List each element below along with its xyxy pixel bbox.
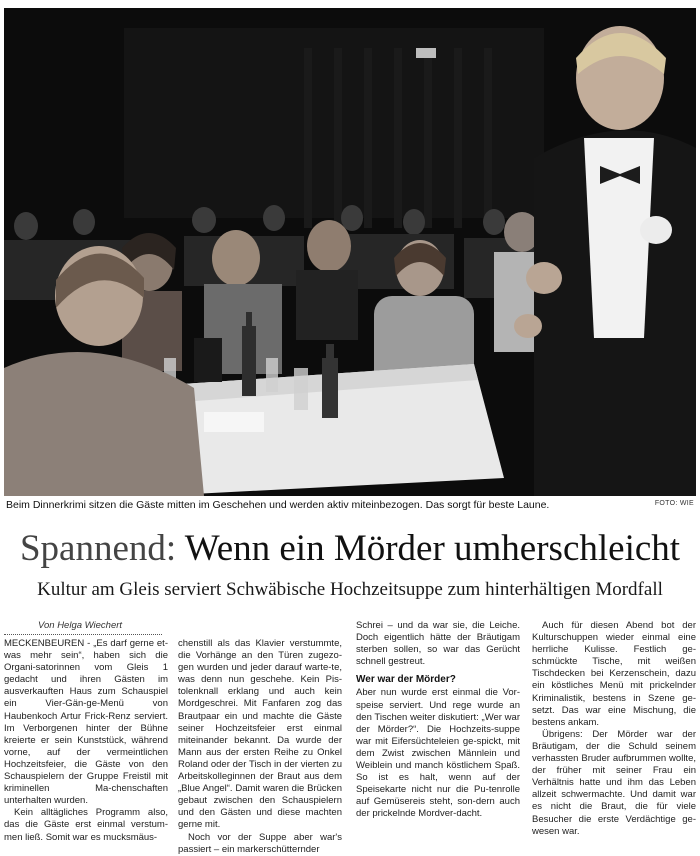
byline: Von Helga Wiechert	[38, 620, 123, 631]
article-column-1	[4, 638, 168, 844]
paragraph: Noch vor der Suppe aber war's passiert – ein markerschütternder	[178, 831, 342, 855]
paragraph: Aber nun wurde erst einmal die Vor-speise serviert. Und rege wurde an den Tischen weiter diskutiert: „Wer war der Mörder?“. Die Hochzeits-suppe war mit Eifersüchteleien ge-spickt, mit dem Zwist zwischen Männlein und Weiblein und manch köstlichem Spaß. So ist es halt, wenn auf der Speisekarte nicht nur die Pu-tenrolle auf Gemüsereis steht, son-dern auch der prickelnde Mordver-dacht.	[356, 687, 520, 820]
headline-title: Wenn ein Mörder umherschleicht	[184, 528, 681, 569]
photo-credit: FOTO: WIE	[654, 500, 694, 507]
headline	[0, 528, 700, 570]
section-heading: Wer war der Mörder?	[356, 674, 456, 686]
paragraph: Übrigens: Der Mörder war der Bräutigam, der die Schuld seinem verhassten Bruder aufbrummen wollte, der früher mit seiner Frau ein Verhältnis hatte und ihm das Leben allzeit schwermachte. Und damit war es nicht die Braut, die für viele Besucher die erste Verdächtige ge-wesen war.	[532, 728, 696, 837]
headline-kicker: Spannend:	[19, 528, 177, 569]
photo-caption: Beim Dinnerkrimi sitzen die Gäste mitten im Geschehen und werden aktiv miteinbezogen. Das sorgt für beste Laune.	[6, 499, 550, 511]
paragraph: MECKENBEUREN - „Es darf gerne et-was mehr sein“, haben sich die Organi-satorinnen vom Gleis 1 gedacht und ihren Gästen im ausverkauften Haus zum Schauspiel ein Vier-Gän-ge-Menü von Haubenkoch Artur Frick-Renz serviert. Im Verborgenen hinter der Bühne kreierte er sein Kunststück, während vorne, auf der vermeintlichen Hochzeitsfeier, die Gäste von den Schauspielern der Gruppe Freistil mit kriminellen Ma-chenschaften unterhalten wurden.	[4, 638, 168, 807]
article-column-2	[178, 638, 342, 856]
subheadline: Kultur am Gleis serviert Schwäbische Hochzeitsuppe zum hinterhältigen Mordfall	[37, 579, 663, 600]
article-column-3	[356, 620, 520, 821]
article-photo	[4, 8, 696, 496]
paragraph: chenstill als das Klavier verstummte, die Vorhänge an den Türen zugezo-gen wurden und jeder darauf warte-te, was denn nun geschehe. Kein Pis-tolenknall erklang und auch kein Mordgeschrei. Mit Fanfaren zog das Brautpaar ein und machte die Gäste seiner Hochzeitsfeier erst einmal miteinander bekannt. Da wurde der Mann aus der ersten Reihe zu Onkel Roland oder der Tisch in der vierten zu Arbeitskolleginnen der Braut aus dem „Blue Angel“. Damit waren die Brücken gebaut zwischen den Schauspielern und den Gästen und diese machten gerne mit.	[178, 638, 342, 831]
paragraph: Schrei – und da war sie, die Leiche. Doch eigentlich hätte der Bräutigam sterben sollen, so war das Gerücht schnell gestreut.	[356, 620, 520, 668]
paragraph: Kein alltägliches Programm also, das die Gäste erst einmal verstum-men ließ. Somit war es mucksmäus-	[4, 807, 168, 843]
byline-rule	[4, 634, 162, 636]
photo-illustration	[4, 8, 696, 496]
paragraph: Auch für diesen Abend bot der Kulturschuppen wieder einmal eine herrliche Kulisse. Festlich ge-schmückte Tische, mit weißen Tischdecken bei Kerzenschein, dazu ein köstliches Menü mit prickelnder Kriminalistik, bestens in Szene ge-setzt. Das war eine Mischung, die bestens ankam.	[532, 620, 696, 728]
article-column-4	[532, 620, 696, 838]
